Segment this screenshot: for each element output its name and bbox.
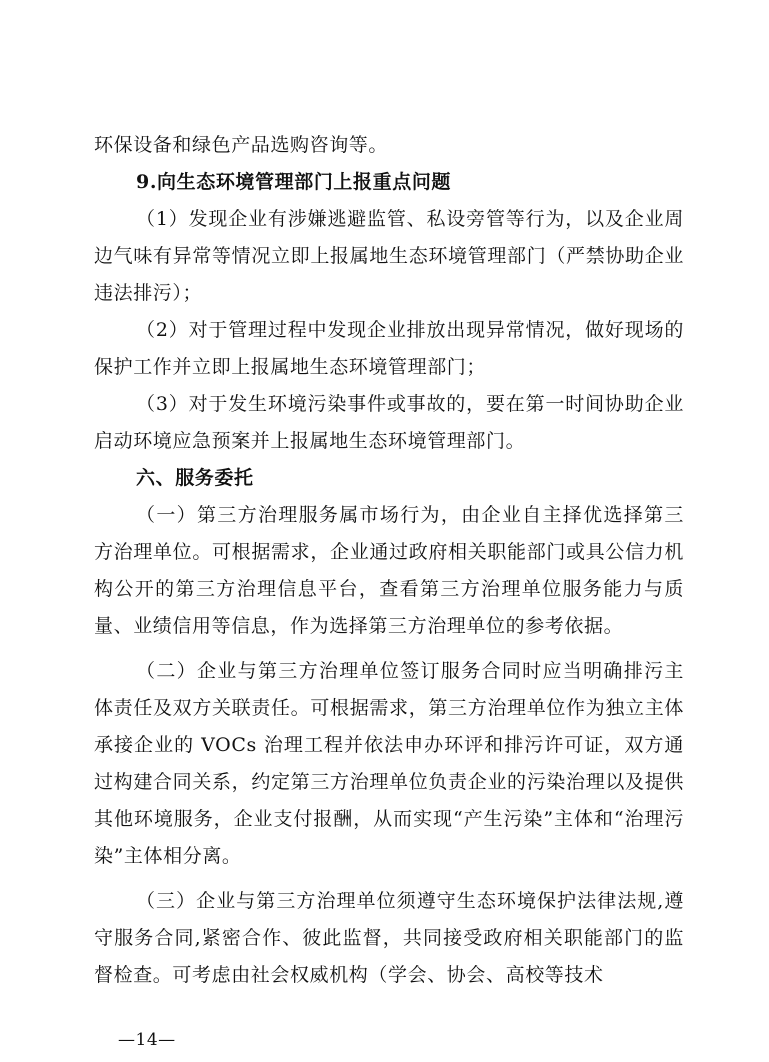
section-heading-9: 9.向生态环境管理部门上报重点问题 — [136, 171, 452, 193]
paragraph-item-1: （1）发现企业有涉嫌逃避监管、私设旁管等行为，以及企业周边气味有异常等情况立即上报属地生态环境管理部门（严禁协助企业违法排污）； — [94, 208, 684, 304]
paragraph-item-2: （2）对于管理过程中发现企业排放出现异常情况，做好现场的保护工作并立即上报属地生态环境管理部门； — [94, 319, 684, 378]
paragraph-service-1: （一）第三方治理服务属市场行为，由企业自主择优选择第三方治理单位。可根据需求，企业通过政府相关职能部门或具公信力机构公开的第三方治理信息平台，查看第三方治理单位服务能力与质量、业绩信用等信息，作为选择第三方治理单位的参考依据。 — [94, 504, 684, 637]
paragraph-continuation: 环保设备和绿色产品选购咨询等。 — [94, 134, 389, 156]
page-number: —14— — [118, 1030, 176, 1050]
document-body — [94, 127, 684, 994]
section-heading-6: 六、服务委托 — [136, 467, 254, 489]
paragraph-service-3: （三）企业与第三方治理单位须遵守生态环境保护法律法规,遵守服务合同,紧密合作、彼此监督，共同接受政府相关职能部门的监督检查。可考虑由社会权威机构（学会、协会、高校等技术 — [94, 890, 684, 986]
paragraph-item-3: （3）对于发生环境污染事件或事故的，要在第一时间协助企业启动环境应急预案并上报属地生态环境管理部门。 — [94, 393, 684, 452]
paragraph-service-2: （二）企业与第三方治理单位签订服务合同时应当明确排污主体责任及双方关联责任。可根据需求，第三方治理单位作为独立主体承接企业的 VOCs 治理工程并依法申办环评和排污许可证，双方通过构建合同关系，约定第三方治理单位负责企业的污染治理以及提供其他环境服务，企业支付报酬，从而实现“产生污染”主体和“治理污染”主体相分离。 — [94, 660, 684, 867]
